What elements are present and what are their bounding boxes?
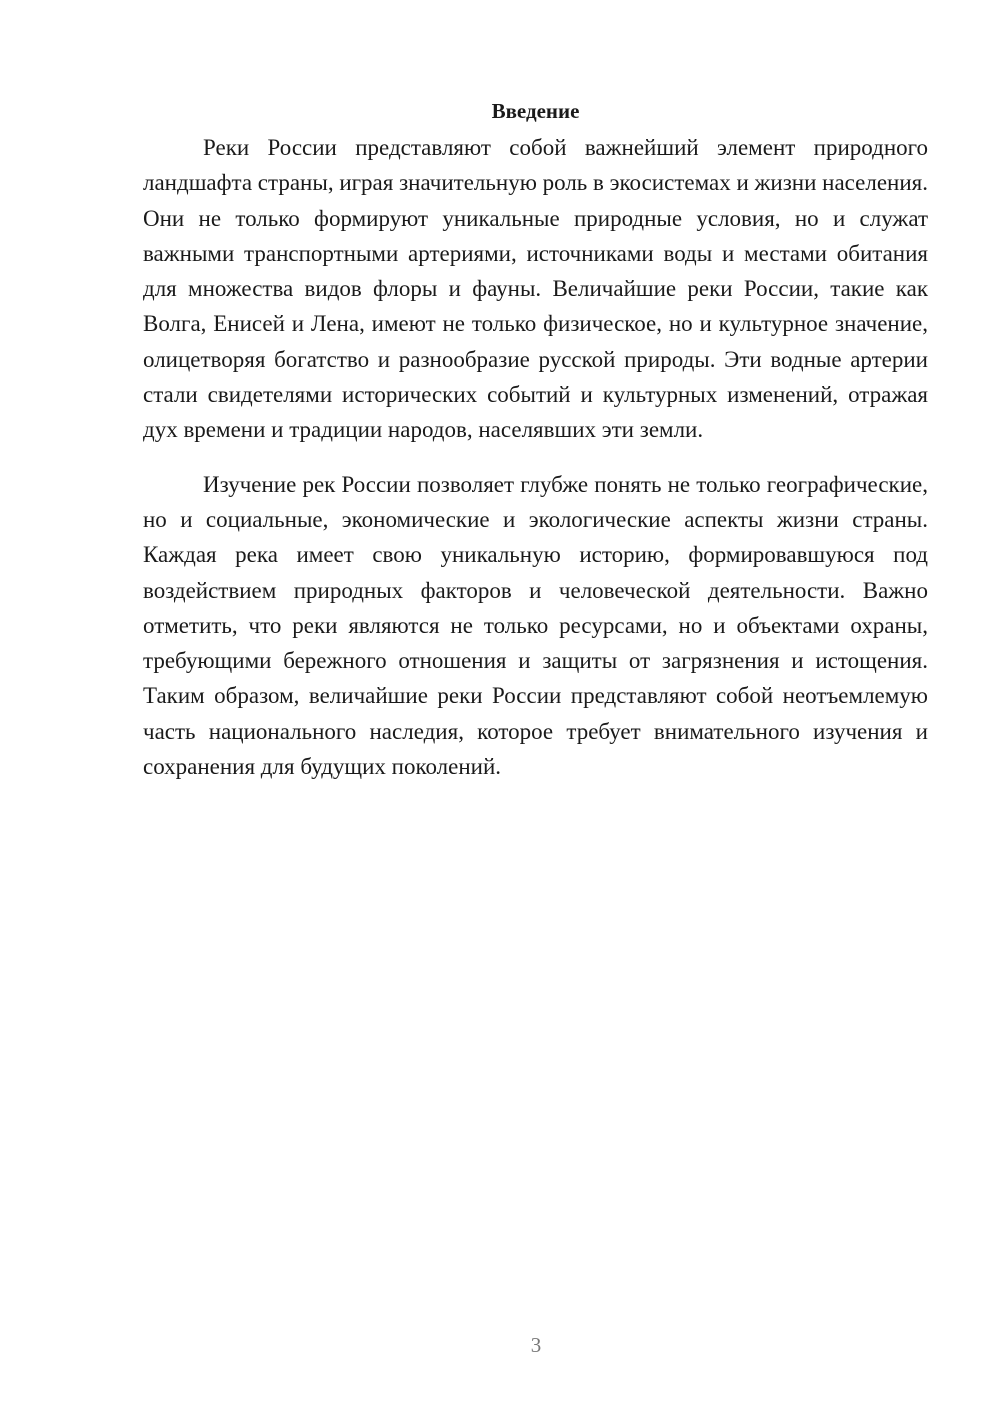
paragraph-intro: Реки России представляют собой важнейший элемент природного ландшафта страны, играя значительную роль в экосистемах и жизни населения. Они не только формируют уникальные природные условия, но и служат важными транспортными артериями, источниками воды и местами обитания для множества видов флоры и фауны. Величайшие реки России, такие как Волга, Енисей и Лена, имеют не только физическое, но и культурное значение, олицетворяя богатство и разнообразие русской природы. Эти водные артерии стали свидетелями исторических событий и культурных изменений, отражая дух времени и традиции народов, населявших эти земли.: [143, 135, 928, 443]
page-number: 3: [530, 1333, 542, 1357]
page-content: [143, 96, 928, 784]
paragraph-study: Изучение рек России позволяет глубже понять не только географические, но и социальные, экономические и экологические аспекты жизни страны. Каждая река имеет свою уникальную историю, формировавшуюся под воздействием природных факторов и человеческой деятельности. Важно отметить, что реки являются не только ресурсами, но и объектами охраны, требующими бережного отношения и защиты от загрязнения и истощения. Таким образом, величайшие реки России представляют собой неотъемлемую часть национального наследия, которое требует внимательного изучения и сохранения для будущих поколений.: [143, 471, 928, 780]
section-heading: Введение: [491, 99, 580, 123]
